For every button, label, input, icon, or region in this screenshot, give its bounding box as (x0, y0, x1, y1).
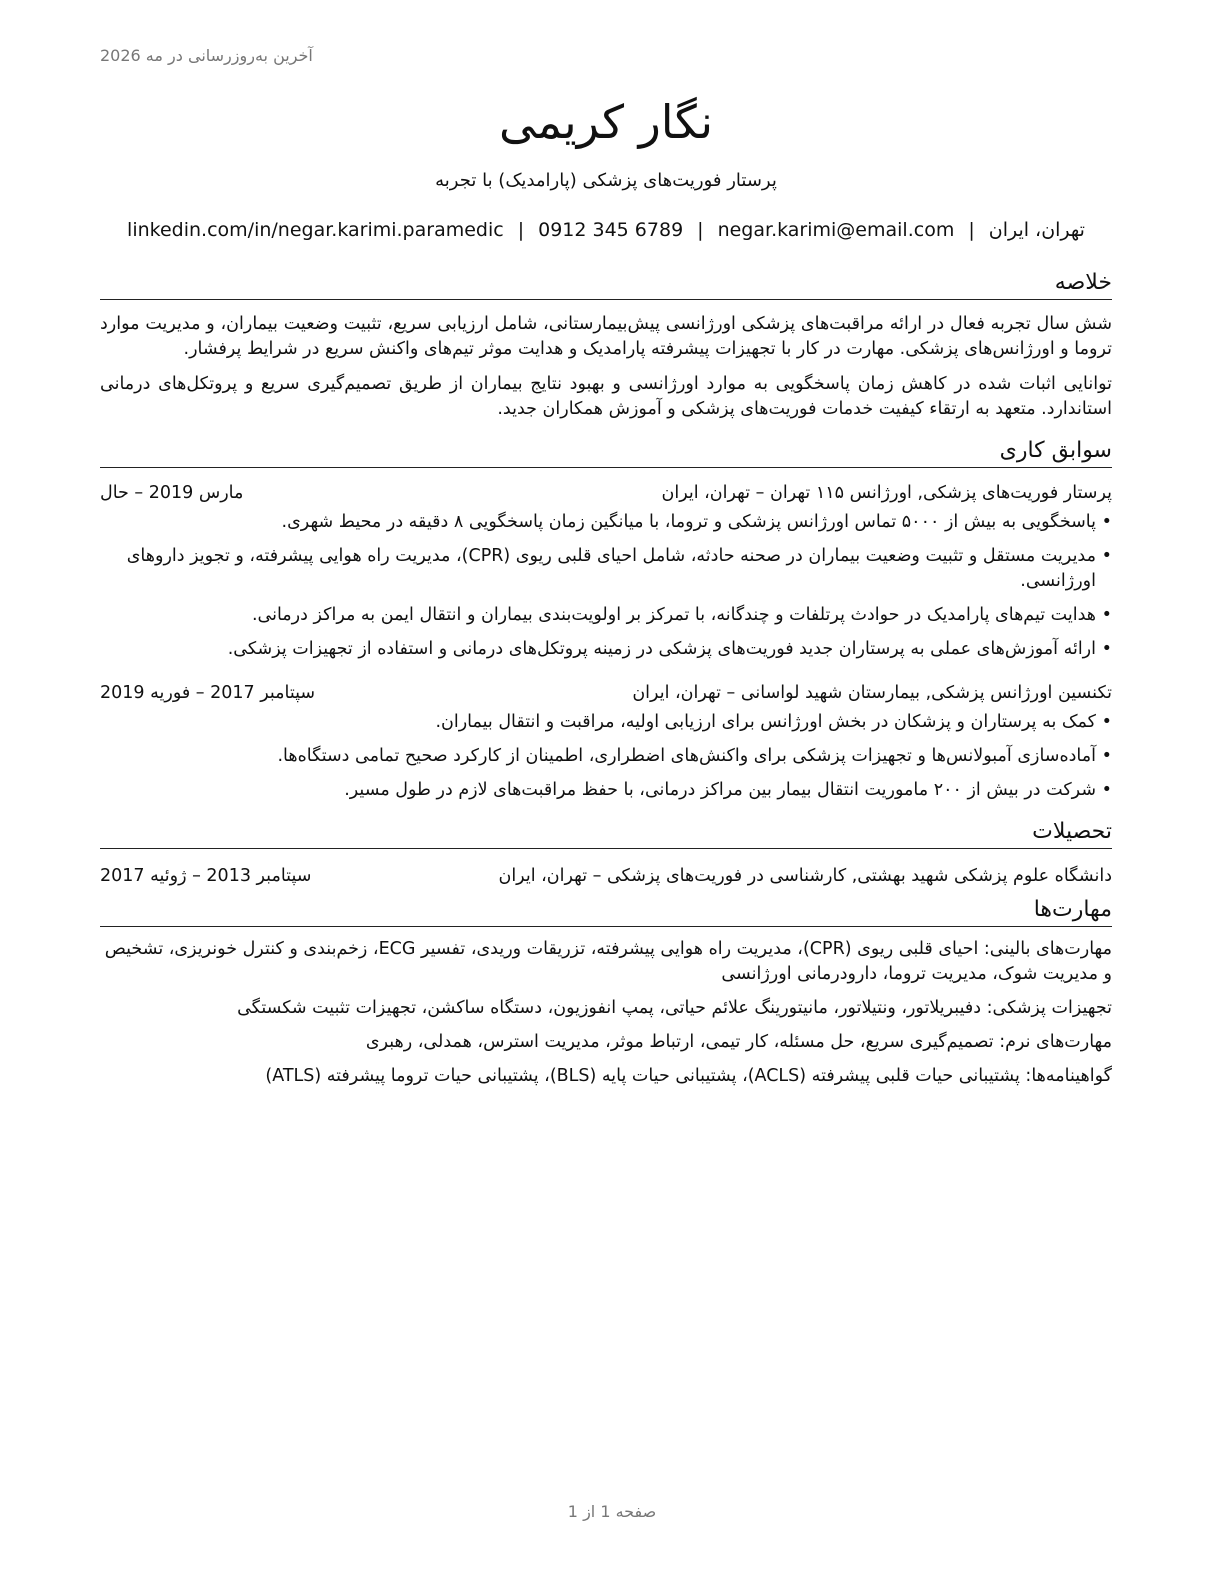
skills-heading: مهارت‌ها (100, 895, 1112, 927)
experience-section (100, 436, 1112, 803)
job-bullet: • کمک به پرستاران و پزشکان در بخش اورژانس برای ارزیابی اولیه، مراقبت و انتقال بیماران. (100, 710, 1112, 735)
education-dates: سپتامبر 2013 – ژوئیه 2017 (100, 866, 312, 886)
job-bullet: • پاسخگویی به بیش از ۵۰۰۰ تماس اورژانس پزشکی و تروما، با میانگین زمان پاسخگویی ۸ دقیقه در محیط شهری. (100, 510, 1112, 535)
skills-equipment: تجهیزات پزشکی: دفیبریلاتور، ونتیلاتور، مانیتورینگ علائم حیاتی، پمپ انفوزیون، دستگاه ساکشن، تجهیزات تثبیت شکستگی (237, 998, 1112, 1018)
job-bullet: • ارائه آموزش‌های عملی به پرستاران جدید فوریت‌های پزشکی در زمینه پروتکل‌های درمانی و استفاده از تجهیزات پزشکی. (100, 637, 1112, 662)
job-title: پرستار فوریت‌های پزشکی, اورژانس ۱۱۵ تهران – تهران، ایران (661, 483, 1112, 503)
job-bullet: • مدیریت مستقل و تثبیت وضعیت بیماران در صحنه حادثه، شامل احیای قلبی ریوی (CPR)، مدیریت راه هوایی پیشرفته، و تجویز داروهای اورژانسی. (100, 544, 1112, 594)
education-heading: تحصیلات (100, 817, 1112, 849)
job-bullet: • آماده‌سازی آمبولانس‌ها و تجهیزات پزشکی برای واکنش‌های اضطراری، اطمینان از کارکرد صحیح تمامی دستگاه‌ها. (100, 744, 1112, 769)
contact-email[interactable]: negar.karimi@email.com (717, 219, 955, 241)
job-bullets (100, 510, 1112, 662)
job-entry (100, 680, 1112, 803)
summary-paragraph: شش سال تجربه فعال در ارائه مراقبت‌های پزشکی اورژانسی پیش‌بیمارستانی، شامل ارزیابی سریع، تثبیت وضعیت بیماران، و مدیریت موارد تروما و اورژانس‌های پزشکی. مهارت در کار با تجهیزات پیشرفته پارامدیک و هدایت موثر تیم‌های واکنش سریع در شرایط پرفشار. (100, 314, 1112, 359)
contact-separator: | (697, 219, 704, 241)
resume-content (100, 92, 1112, 1089)
last-updated-note: آخرین به‌روزرسانی در مه 2026 (100, 46, 313, 65)
education-degree: دانشگاه علوم پزشکی شهید بهشتی, کارشناسی در فوریت‌های پزشکی – تهران، ایران (498, 866, 1112, 886)
summary-section (100, 268, 1112, 422)
contact-line (100, 216, 1112, 244)
job-dates: مارس 2019 – حال (100, 483, 244, 503)
summary-heading: خلاصه (100, 268, 1112, 300)
job-header (100, 680, 1112, 706)
education-section (100, 817, 1112, 889)
job-bullet: • شرکت در بیش از ۲۰۰ ماموریت انتقال بیمار بین مراکز درمانی، با حفظ مراقبت‌های لازم در طول مسیر. (100, 778, 1112, 803)
job-header (100, 480, 1112, 506)
contact-separator: | (517, 219, 525, 241)
job-entry (100, 480, 1112, 662)
skills-clinical: مهارت‌های بالینی: احیای قلبی ریوی (CPR)، مدیریت راه هوایی پیشرفته، تزریقات وریدی، تفسیر ECG، زخم‌بندی و کنترل خونریزی، تشخیص و مدیریت شوک، مدیریت تروما، دارودرمانی اورژانسی (104, 939, 1112, 984)
education-entry (100, 863, 1112, 889)
contact-location: تهران، ایران (988, 219, 1085, 241)
contact-phone[interactable]: 0912 345 6789 (538, 219, 684, 241)
summary-paragraph: توانایی اثبات شده در کاهش زمان پاسخگویی به موارد اورژانسی و بهبود نتایج بیماران از طریق تصمیم‌گیری سریع و پروتکل‌های درمانی استاندارد. متعهد به ارتقاء کیفیت خدمات فوریت‌های پزشکی و آموزش همکاران جدید. (100, 374, 1112, 419)
skills-certifications: گواهینامه‌ها: پشتیبانی حیات قلبی پیشرفته (ACLS)، پشتیبانی حیات پایه (BLS)، پشتیبانی حیات تروما پیشرفته (ATLS) (265, 1066, 1112, 1086)
contact-separator: | (968, 219, 975, 241)
job-bullet: • هدایت تیم‌های پارامدیک در حوادث پرتلفات و چندگانه، با تمرکز بر اولویت‌بندی بیماران و انتقال ایمن به مراکز درمانی. (100, 603, 1112, 628)
candidate-name: نگار کریمی (498, 95, 714, 149)
candidate-headline: پرستار فوریت‌های پزشکی (پارامدیک) با تجربه (435, 170, 777, 191)
skills-soft: مهارت‌های نرم: تصمیم‌گیری سریع، حل مسئله، کار تیمی، ارتباط موثر، مدیریت استرس، همدلی، رهبری (365, 1032, 1112, 1052)
contact-linkedin[interactable]: linkedin.com/in/negar.karimi.paramedic (127, 219, 504, 241)
job-dates: سپتامبر 2017 – فوریه 2019 (100, 683, 316, 703)
job-title: تکنسین اورژانس پزشکی, بیمارستان شهید لواسانی – تهران، ایران (632, 683, 1112, 703)
skills-section (100, 895, 1112, 1089)
job-bullets (100, 710, 1112, 803)
experience-heading: سوابق کاری (100, 436, 1112, 468)
page-number: صفحه 1 از 1 (567, 1502, 657, 1521)
